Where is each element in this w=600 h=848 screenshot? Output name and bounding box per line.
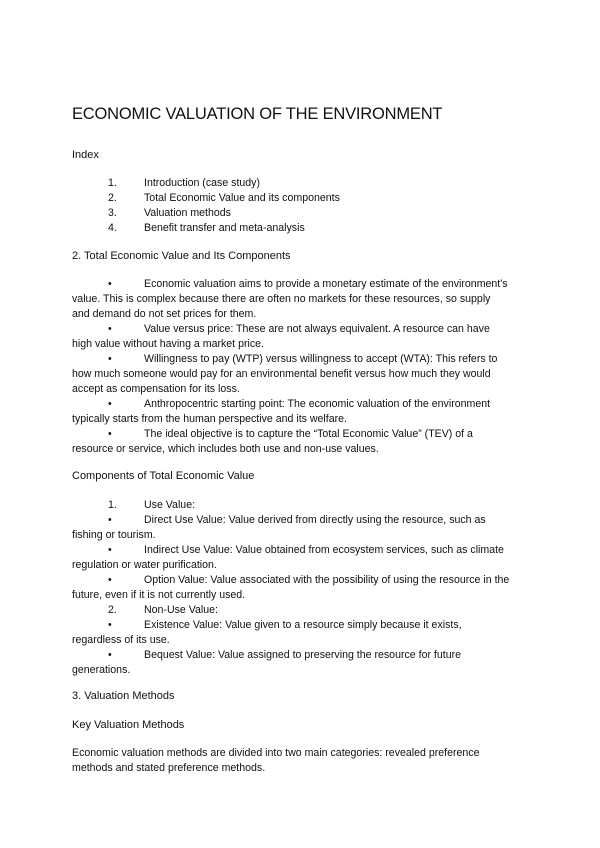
bullet-item: • The ideal objective is to capture the “Total Economic Value” (TEV) of a	[108, 428, 473, 440]
section-2-heading: 2. Total Economic Value and Its Components	[72, 250, 291, 262]
bullet-item: • Option Value: Value associated with the possibility of using the resource in the	[108, 574, 510, 586]
index-item: 4. Benefit transfer and meta-analysis	[108, 222, 305, 234]
bullet-item: • Anthropocentric starting point: The economic valuation of the environment	[108, 398, 491, 410]
bullet-item: • Existence Value: Value given to a resource simply because it exists,	[108, 619, 462, 631]
index-list	[72, 176, 528, 236]
bullet-item: • Bequest Value: Value assigned to preserving the resource for future	[108, 649, 462, 661]
non-use-value-item: 2. Non-Use Value:	[108, 604, 218, 616]
bullet-item: • Direct Use Value: Value derived from directly using the resource, such as	[108, 514, 486, 526]
bullet-item: • Value versus price: These are not always equivalent. A resource can have	[108, 323, 490, 335]
section-3-subheading: Key Valuation Methods	[72, 719, 185, 731]
section-3-heading: 3. Valuation Methods	[72, 690, 175, 702]
section-2-bullets: • Economic valuation aims to provide a monetary estimate of the environment's value. This is complex because there are often no markets for these resources, so supply and demand do not set prices for them. • Value versus price: These are not always equivalent. A resource can have high value without having a market price. • Willingness to pay (WTP) versus willingness to accept (WTA): This refers to how much someone would pay for an environmental benefit versus how much they would accept as compensation for its loss. • Anthropocentric starting point: The economic valuation of the environment typically starts from the human perspective and its welfare. • The ideal objective is to capture the “Total Economic Value” (TEV) of a resource or service, which includes both use and non-use values.	[72, 277, 528, 457]
bullet-item: • Economic valuation aims to provide a monetary estimate of the environment's	[108, 278, 508, 290]
document-title: ECONOMIC VALUATION OF THE ENVIRONMENT	[72, 105, 443, 123]
use-value-item: 1. Use Value:	[108, 499, 196, 511]
index-heading: Index	[72, 149, 99, 161]
section-3-paragraph: Economic valuation methods are divided into two main categories: revealed preference methods and stated preference methods.	[72, 747, 480, 774]
components-list: 1. Use Value: • Direct Use Value: Value derived from directly using the resource, such as fishing or tourism. • Indirect Use Value: Value obtained from ecosystem services, such as climate regulation or water purification. • Option Value: Value associated with the possibility of using the resource in the future, even if it is not currently used. 2. Non-Use Value: • Existence Value: Value given to a resource simply because it exists, regardless of its use. • Bequest Value: Value assigned to preserving the resource for future generations.	[72, 498, 528, 678]
index-item: 1. Introduction (case study)	[108, 177, 260, 189]
bullet-item: • Indirect Use Value: Value obtained from ecosystem services, such as climate	[108, 544, 504, 556]
bullet-item: • Willingness to pay (WTP) versus willingness to accept (WTA): This refers to	[108, 353, 498, 365]
index-item: 3. Valuation methods	[108, 207, 231, 219]
components-heading: Components of Total Economic Value	[72, 470, 255, 482]
index-item: 2. Total Economic Value and its components	[108, 192, 340, 204]
